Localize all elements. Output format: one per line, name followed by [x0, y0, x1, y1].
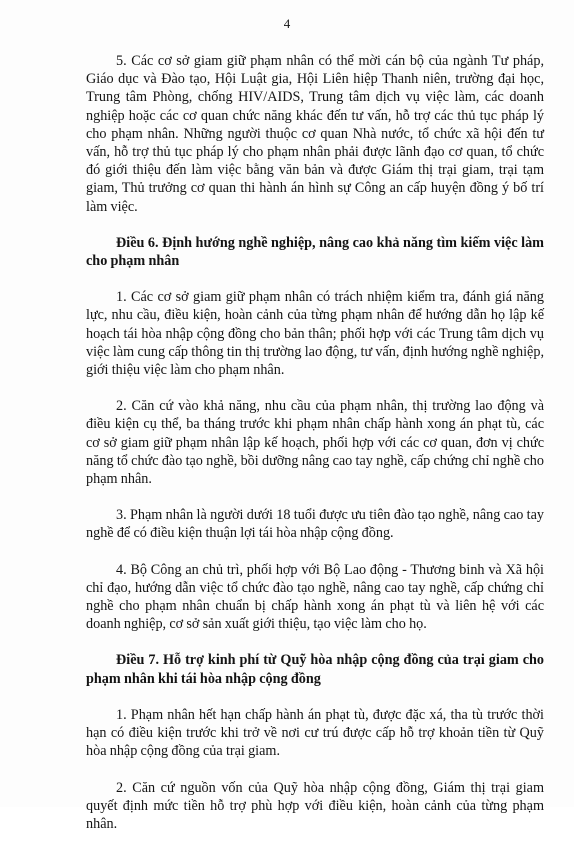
article-6-clause-3: 3. Phạm nhân là người dưới 18 tuổi được ưu tiên đào tạo nghề, nâng cao tay nghề để có điều kiện thuận lợi tái hòa nhập cộng đồng. — [86, 507, 544, 542]
article-6-clause-4: 4. Bộ Công an chủ trì, phối hợp với Bộ Lao động - Thương binh và Xã hội chỉ đạo, hướng dẫn việc tổ chức đào tạo nghề, nâng cao tay nghề, cấp chứng chỉ nghề cho phạm nhân chuẩn bị chấp hành xong án phạt tù và liên hệ với các doanh nghiệp, cơ sở sản xuất giới thiệu, tạo việc làm cho họ. — [86, 561, 544, 633]
article-7-clause-2: 2. Căn cứ nguồn vốn của Quỹ hòa nhập cộng đồng, Giám thị trại giam quyết định mức tiền hỗ trợ phù hợp với điều kiện, hoàn cảnh của từng phạm nhân. — [86, 779, 544, 832]
article-6-heading: Điều 6. Định hướng nghề nghiệp, nâng cao khả năng tìm kiếm việc làm cho phạm nhân — [86, 234, 544, 270]
document-body — [86, 52, 544, 851]
article-6-clause-2: 2. Căn cứ vào khả năng, nhu cầu của phạm nhân, thị trường lao động và điều kiện cụ thể, ba tháng trước khi phạm nhân chấp hành xong án phạt tù, các cơ sở giam giữ phạm nhân lập kế hoạch, phối hợp với các cơ quan, đơn vị chức năng tổ chức đào tạo nghề, bồi dưỡng nâng cao tay nghề, cấp chứng chỉ nghề cho phạm nhân. — [86, 398, 544, 488]
clause-5-paragraph: 5. Các cơ sở giam giữ phạm nhân có thể mời cán bộ của ngành Tư pháp, Giáo dục và Đào tạo, Hội Luật gia, Hội Liên hiệp Thanh niên, trường đại học, Trung tâm Phòng, chống HIV/AIDS, Trung tâm dịch vụ việc làm, các doanh nghiệp hoặc các cơ quan chức năng khác đến tư vấn, hỗ trợ các thủ tục pháp lý cho phạm nhân. Những người thuộc cơ quan Nhà nước, tổ chức xã hội đến tư vấn, hỗ trợ thủ tục pháp lý cho phạm nhân phải được lãnh đạo cơ quan, tổ chức đó giới thiệu đến làm việc bằng văn bản và được Giám thị trại giam, trại tạm giam, Thủ trưởng cơ quan thi hành án hình sự Công an cấp huyện đồng ý bố trí làm việc. — [86, 53, 544, 215]
page-number: 4 — [283, 16, 291, 31]
article-7-clause-1: 1. Phạm nhân hết hạn chấp hành án phạt tù, được đặc xá, tha tù trước thời hạn có điều kiện trước khi trở về nơi cư trú được cấp hỗ trợ khoản tiền từ Quỹ hòa nhập cộng đồng của trại giam. — [86, 706, 544, 760]
article-6-clause-1: 1. Các cơ sở giam giữ phạm nhân có trách nhiệm kiểm tra, đánh giá năng lực, nhu cầu, điều kiện, hoàn cảnh của từng phạm nhân để hướng dẫn họ lập kế hoạch tái hòa nhập cộng đồng cho bản thân; phối hợp với các Trung tâm dịch vụ việc làm cung cấp thông tin thị trường lao động, tư vấn, định hướng nghề nghiệp, giới thiệu việc làm cho phạm nhân. — [86, 289, 544, 379]
article-7-heading: Điều 7. Hỗ trợ kinh phí từ Quỹ hòa nhập cộng đồng của trại giam cho phạm nhân khi tái hòa nhập cộng đồng — [86, 652, 544, 687]
